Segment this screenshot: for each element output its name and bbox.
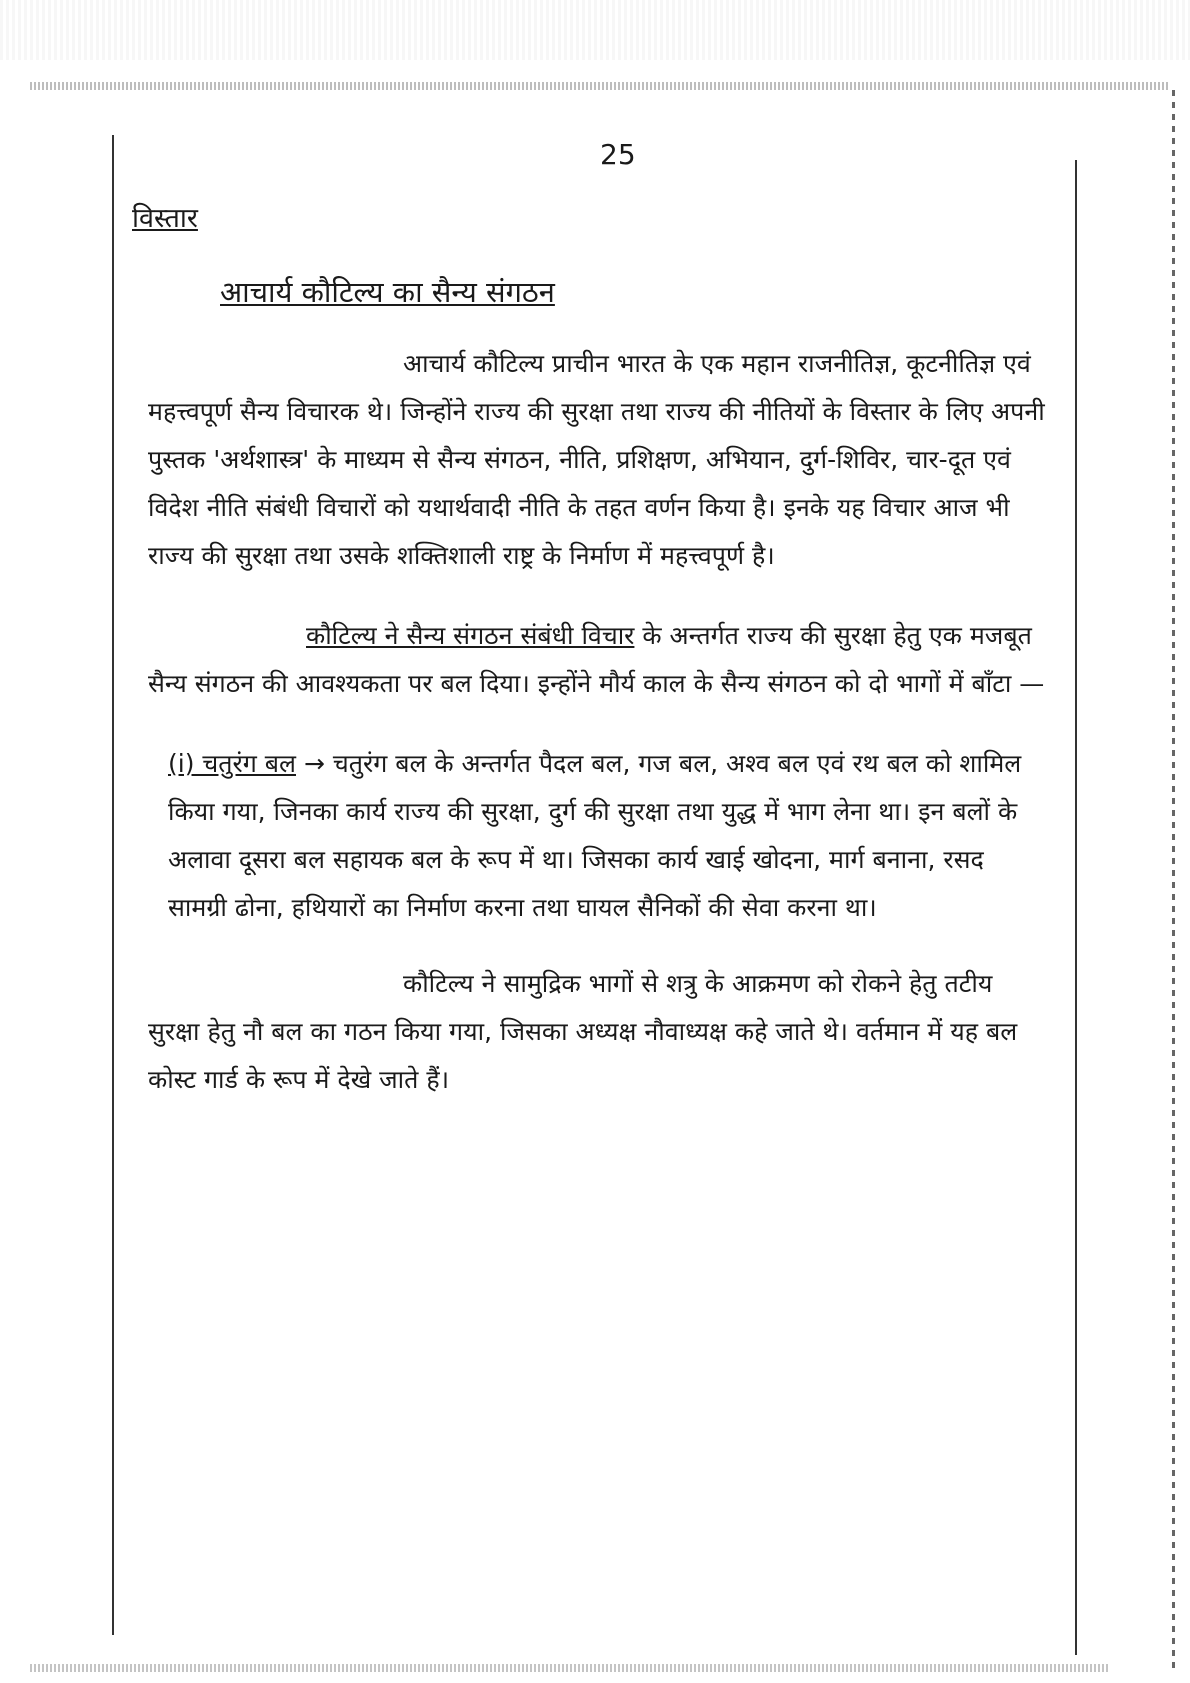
paragraph-3 (148, 740, 1048, 932)
page-margin-left (112, 135, 114, 1635)
paragraph-3-text: → चतुरंग बल के अन्तर्गत पैदल बल, गज बल, अश्व बल एवं रथ बल को शामिल किया गया, जिनका कार्य राज्य की सुरक्षा, दुर्ग की सुरक्षा तथा युद्ध में भाग लेना था। इन बलों के अलावा दूसरा बल सहायक बल के रूप में था। जिसका कार्य खाई खोदना, मार्ग बनाना, रसद सामग्री ढोना, हथियारों का निर्माण करना तथा घायल सैनिकों की सेवा करना था। (168, 749, 1022, 922)
scan-edge-right (1172, 90, 1175, 1670)
paragraph-2 (148, 612, 1048, 708)
paragraph-1: आचार्य कौटिल्य प्राचीन भारत के एक महान राजनीतिज्ञ, कूटनीतिज्ञ एवं महत्त्वपूर्ण सैन्य विचारक थे। जिन्होंने राज्य की सुरक्षा तथा राज्य की नीतियों के विस्तार के लिए अपनी पुस्तक 'अर्थशास्त्र' के माध्यम से सैन्य संगठन, नीति, प्रशिक्षण, अभियान, दुर्ग-शिविर, चार-दूत एवं विदेश नीति संबंधी विचारों को यथार्थवादी नीति के तहत वर्णन किया है। इनके यह विचार आज भी राज्य की सुरक्षा तथा उसके शक्तिशाली राष्ट्र के निर्माण में महत्त्वपूर्ण है। (148, 349, 1045, 570)
paragraph-2-underlined: कौटिल्य ने सैन्य संगठन संबंधी विचार (306, 621, 635, 650)
scan-noise-top (0, 0, 1190, 60)
sub-point-label: (i) चतुरंग बल (168, 749, 296, 778)
page-margin-right (1075, 160, 1077, 1655)
document-body (148, 340, 1048, 1104)
page-title: आचार्य कौटिल्य का सैन्य संगठन (220, 275, 555, 309)
section-heading: विस्तार (132, 203, 198, 234)
paragraph-2-text: के अन्तर्गत राज्य की सुरक्षा हेतु एक मजबूत सैन्य संगठन की आवश्यकता पर बल दिया। इन्होंने मौर्य काल के सैन्य संगठन को दो भागों में बाँटा — (148, 621, 1045, 698)
page-number: 25 (600, 138, 636, 171)
scan-band-bottom (30, 1664, 1110, 1672)
paragraph-4: कौटिल्य ने सामुद्रिक भागों से शत्रु के आक्रमण को रोकने हेतु तटीय सुरक्षा हेतु नौ बल का गठन किया गया, जिसका अध्यक्ष नौवाध्यक्ष कहे जाते थे। वर्तमान में यह बल कोस्ट गार्ड के रूप में देखे जाते हैं। (148, 969, 1018, 1094)
scan-band-top (30, 82, 1170, 90)
